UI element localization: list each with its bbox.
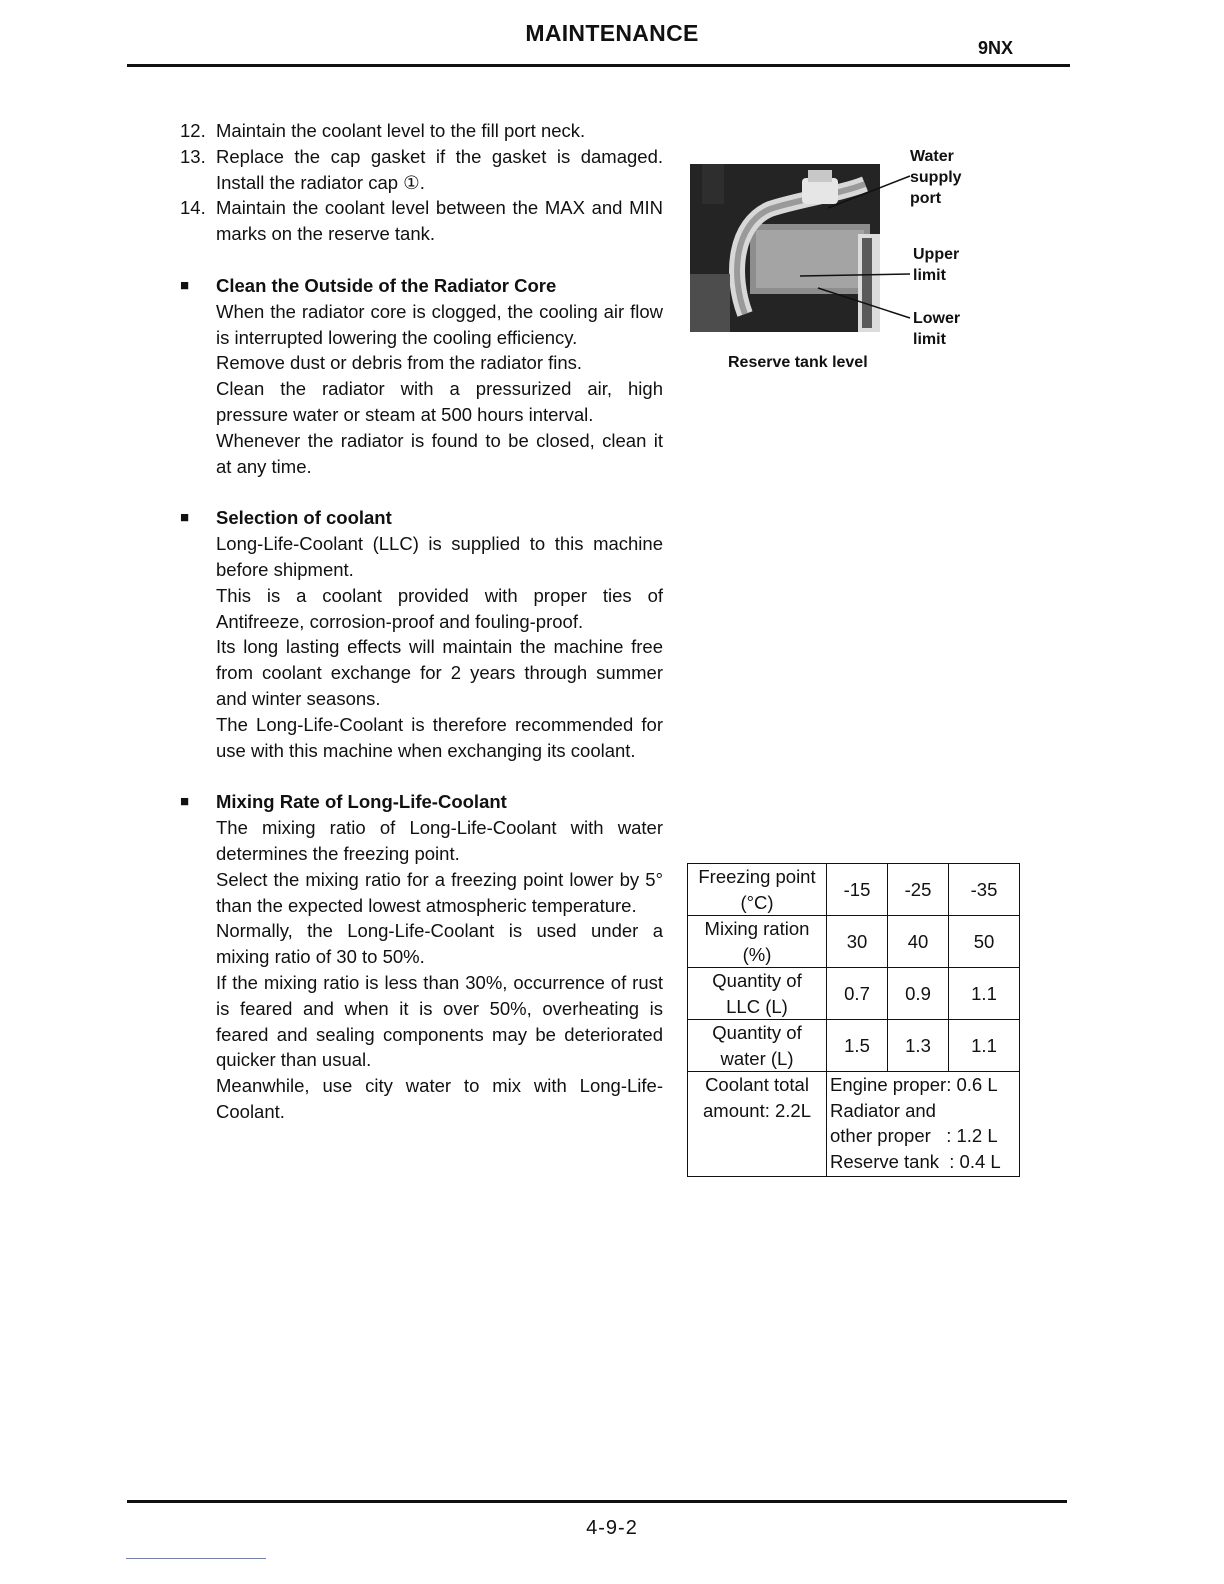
section-heading: Clean the Outside of the Radiator Core [216, 274, 557, 296]
paragraph: Its long lasting effects will maintain the machine free from coolant exchange for 2 years through summer and winter seasons. [216, 636, 663, 709]
page-number: 4-9-2 [586, 1517, 638, 1539]
table-cell: 1.3 [888, 1020, 949, 1072]
page-title: MAINTENANCE [525, 20, 699, 46]
paragraph: This is a coolant provided with proper ties of Antifreeze, corrosion-proof and fouling-proof. [216, 584, 663, 632]
section-coolant-selection [180, 505, 663, 763]
table-cell: 1.1 [949, 968, 1020, 1020]
callout-upper-limit: Upper limit [913, 246, 960, 284]
table-cell: -35 [949, 864, 1020, 916]
row-label: Freezing point (°C) [688, 864, 827, 916]
section-heading: Selection of coolant [216, 507, 392, 529]
table-cell: -15 [827, 864, 888, 916]
reserve-tank-figure [688, 140, 988, 380]
model-code: 9NX [978, 38, 1014, 58]
step-number: 14. [180, 197, 206, 219]
table-cell: 1.1 [949, 1020, 1020, 1072]
body-text-column [180, 118, 663, 1125]
table-cell: 50 [949, 916, 1020, 968]
paragraph: When the radiator core is clogged, the cooling air flow is interrupted lowering the cooling efficiency. [216, 300, 663, 348]
paragraph: The mixing ratio of Long-Life-Coolant with water determines the freezing point. [216, 817, 663, 864]
table-row-total [688, 1072, 1020, 1177]
callout-water-supply-port: Water supply port [910, 148, 962, 207]
bullet-icon: ■ [180, 276, 190, 294]
table-cell: 40 [888, 916, 949, 968]
paragraph: Clean the radiator with a pressurized air, high pressure water or steam at 500 hours interval. [216, 378, 663, 425]
total-breakdown: Engine proper: 0.6 L Radiator and other proper : 1.2 L Reserve tank : 0.4 L [827, 1072, 1020, 1177]
step-text: Maintain the coolant level to the fill port neck. [216, 120, 586, 141]
paragraph: Long-Life-Coolant (LLC) is supplied to this machine before shipment. [216, 533, 663, 580]
section-heading: Mixing Rate of Long-Life-Coolant [216, 791, 507, 813]
header-divider [127, 64, 1070, 67]
section-clean-radiator [180, 273, 663, 479]
section-mixing-rate [180, 789, 663, 1124]
row-label: Quantity of LLC (L) [688, 968, 827, 1020]
table-row [688, 1020, 1020, 1072]
total-label: Coolant total amount: 2.2L [688, 1072, 827, 1177]
paragraph: Meanwhile, use city water to mix with Long-Life-Coolant. [216, 1075, 663, 1122]
footer-divider [127, 1500, 1067, 1503]
step-text: Maintain the coolant level between the MAX and MIN marks on the reserve tank. [216, 197, 663, 245]
table-cell: 30 [827, 916, 888, 968]
paragraph: Normally, the Long-Life-Coolant is used under a mixing ratio of 30 to 50%. [216, 920, 663, 968]
step-14 [180, 195, 663, 247]
step-number: 12. [180, 120, 206, 141]
paragraph: Remove dust or debris from the radiator fins. [216, 352, 583, 374]
paragraph: The Long-Life-Coolant is therefore recommended for use with this machine when exchanging its coolant. [216, 713, 663, 761]
table-row [688, 968, 1020, 1020]
callout-lower-limit: Lower limit [913, 310, 961, 348]
paragraph: Select the mixing ratio for a freezing point lower by 5° than the expected lowest atmospheric temperature. [216, 868, 663, 916]
bullet-icon: ■ [180, 793, 190, 811]
paragraph: If the mixing ratio is less than 30%, occurrence of rust is feared and when it is over 50%, overheating is feared and sealing components may be deteriorated quicker than usual. [216, 971, 663, 1071]
table-cell: 0.7 [827, 968, 888, 1020]
table-cell: -25 [888, 864, 949, 916]
table-row [688, 916, 1020, 968]
table-cell: 0.9 [888, 968, 949, 1020]
footer-link-underline [126, 1558, 266, 1559]
step-13 [180, 144, 663, 196]
table-row [688, 864, 1020, 916]
figure-caption: Reserve tank level [728, 354, 868, 371]
coolant-mixing-table [687, 863, 1020, 1177]
row-label: Mixing ration (%) [688, 916, 827, 968]
paragraph: Whenever the radiator is found to be closed, clean it at any time. [216, 429, 663, 477]
table-cell: 1.5 [827, 1020, 888, 1072]
step-12 [180, 118, 663, 144]
step-number: 13. [180, 145, 206, 167]
bullet-icon: ■ [180, 509, 190, 527]
row-label: Quantity of water (L) [688, 1020, 827, 1072]
step-text: Replace the cap gasket if the gasket is damaged. Install the radiator cap ①. [216, 145, 663, 193]
